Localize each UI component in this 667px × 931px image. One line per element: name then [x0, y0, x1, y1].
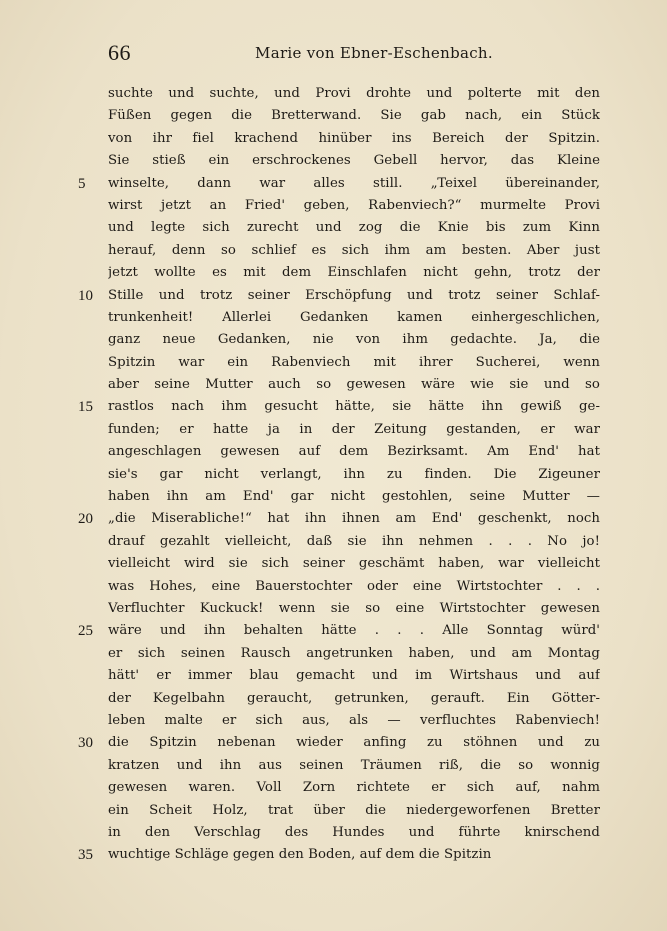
line-text: Verfluchter Kuckuck! wenn sie so eine Wirtstochter gewesen — [108, 600, 600, 616]
line-number: 5 — [78, 175, 86, 192]
text-line — [0, 105, 667, 127]
text-line — [0, 486, 667, 508]
text-line — [0, 352, 667, 374]
text-line — [0, 822, 667, 844]
line-text: Sie stieß ein erschrockenes Gebell hervor, das Kleine — [108, 153, 600, 169]
text-line — [0, 710, 667, 732]
line-text: Spitzin war ein Rabenviech mit ihrer Sucherei, wenn — [108, 354, 600, 370]
line-text: trunkenheit! Allerlei Gedanken kamen einhergeschlichen, — [108, 309, 600, 325]
line-text: „die Miserabliche!“ hat ihn ihnen am End' geschenkt, noch — [108, 511, 600, 527]
text-line — [0, 173, 667, 195]
line-text: der Kegelbahn geraucht, getrunken, gerauft. Ein Götter- — [108, 690, 600, 706]
running-head: Marie von Ebner-Eschenbach. — [255, 44, 493, 62]
text-line — [0, 598, 667, 620]
text-line — [0, 732, 667, 754]
line-number: 20 — [78, 511, 93, 528]
line-text: Stille und trotz seiner Erschöpfung und trotz seiner Schlaf- — [108, 287, 600, 303]
text-line — [0, 217, 667, 239]
line-text: aber seine Mutter auch so gewesen wäre wie sie und so — [108, 377, 600, 393]
line-text: rastlos nach ihm gesucht hätte, sie hätte ihn gewiß ge- — [108, 399, 600, 415]
text-line — [0, 508, 667, 530]
text-line — [0, 441, 667, 463]
text-line — [0, 240, 667, 262]
line-text: ganz neue Gedanken, nie von ihm gedachte. Ja, die — [108, 332, 600, 348]
line-text: suchte und suchte, und Provi drohte und polterte mit den — [108, 86, 600, 101]
body-text — [0, 83, 667, 867]
text-line — [0, 844, 667, 866]
text-line — [0, 755, 667, 777]
text-line — [0, 83, 667, 105]
text-line — [0, 374, 667, 396]
text-line — [0, 643, 667, 665]
line-text: Füßen gegen die Bretterwand. Sie gab nach, ein Stück — [108, 108, 600, 124]
line-text: wirst jetzt an Fried' geben, Rabenviech?“ murmelte Provi — [108, 197, 600, 213]
line-text: ein Scheit Holz, trat über die niedergeworfenen Bretter — [108, 802, 600, 818]
line-text: leben malte er sich aus, als — verfluchtes Rabenviech! — [108, 712, 600, 728]
line-number: 15 — [78, 399, 93, 416]
text-line — [0, 576, 667, 598]
line-text: jetzt wollte es mit dem Einschlafen nicht gehn, trotz der — [108, 265, 600, 281]
text-line — [0, 688, 667, 710]
line-text: gewesen waren. Voll Zorn richtete er sich auf, nahm — [108, 780, 600, 796]
line-text: vielleicht wird sie sich seiner geschämt haben, war vielleicht — [108, 556, 600, 572]
text-line — [0, 329, 667, 351]
text-line — [0, 777, 667, 799]
line-number: 10 — [78, 287, 93, 304]
text-line — [0, 396, 667, 418]
line-text: winselte, dann war alles still. „Teixel übereinander, — [108, 175, 600, 191]
line-text: in den Verschlag des Hundes und führte knirschend — [108, 824, 600, 840]
text-line — [0, 620, 667, 642]
line-text: hätt' er immer blau gemacht und im Wirtshaus und auf — [108, 668, 600, 684]
page-number: 66 — [108, 40, 131, 65]
line-text: wäre und ihn behalten hätte . . . Alle Sonntag würd' — [108, 623, 600, 639]
line-text: von ihr fiel krachend hinüber ins Bereich der Spitzin. — [108, 130, 600, 146]
text-line — [0, 800, 667, 822]
text-line — [0, 307, 667, 329]
text-line — [0, 531, 667, 553]
line-text: er sich seinen Rausch angetrunken haben, und am Montag — [108, 645, 600, 661]
page-header — [108, 40, 600, 70]
line-number: 30 — [78, 735, 93, 752]
line-number: 25 — [78, 623, 93, 640]
text-line — [0, 553, 667, 575]
text-line — [0, 419, 667, 441]
text-line — [0, 665, 667, 687]
text-line — [0, 150, 667, 172]
line-number: 35 — [78, 847, 93, 864]
line-text: kratzen und ihn aus seinen Träumen riß, die so wonnig — [108, 757, 600, 773]
line-text: sie's gar nicht verlangt, ihn zu finden. Die Zigeuner — [108, 466, 600, 482]
text-line — [0, 464, 667, 486]
text-line — [0, 262, 667, 284]
text-line — [0, 285, 667, 307]
line-text: funden; er hatte ja in der Zeitung gestanden, er war — [108, 421, 600, 437]
line-text: herauf, denn so schlief es sich ihm am besten. Aber just — [108, 242, 600, 258]
line-text: drauf gezahlt vielleicht, daß sie ihn nehmen . . . No jo! — [108, 533, 600, 549]
line-text: was Hohes, eine Bauerstochter oder eine Wirtstochter . . . — [108, 578, 600, 594]
line-text: die Spitzin nebenan wieder anfing zu stöhnen und zu — [108, 735, 600, 751]
text-line — [0, 195, 667, 217]
text-line — [0, 128, 667, 150]
line-text: angeschlagen gewesen auf dem Bezirksamt. Am End' hat — [108, 444, 600, 460]
line-text: und legte sich zurecht und zog die Knie bis zum Kinn — [108, 220, 600, 236]
line-text: wuchtige Schläge gegen den Boden, auf dem die Spitzin — [108, 847, 492, 863]
line-text: haben ihn am End' gar nicht gestohlen, seine Mutter — — [108, 489, 600, 505]
